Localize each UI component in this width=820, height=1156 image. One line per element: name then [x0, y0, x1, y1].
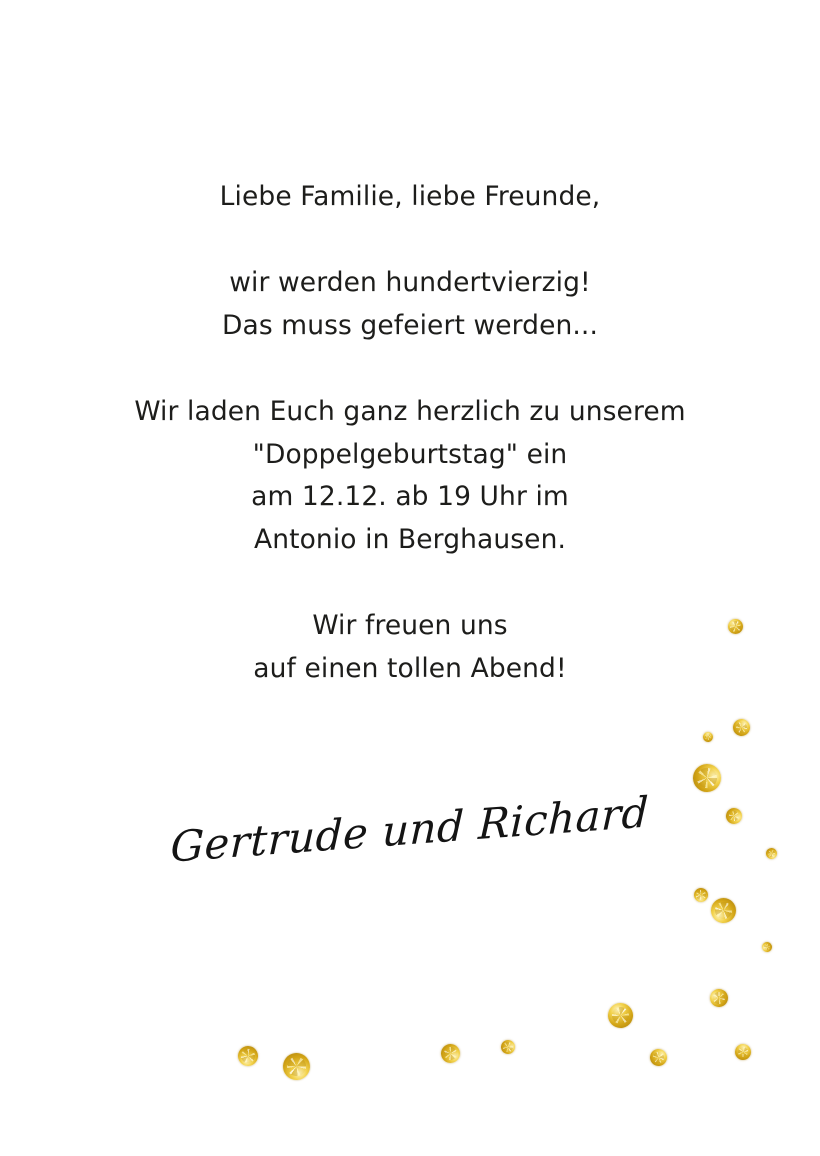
paragraph-greeting [0, 176, 820, 219]
confetti-gem-icon [701, 730, 715, 744]
text-line: Liebe Familie, liebe Freunde, [219, 181, 601, 212]
confetti-gem-icon [649, 1048, 668, 1067]
text-line: am 12.12. ab 19 Uhr im [251, 481, 569, 513]
confetti-gem-icon [438, 1041, 463, 1066]
invitation-body [0, 176, 820, 691]
text-line: Wir laden Euch ganz herzlich zu unserem [134, 395, 686, 427]
confetti-gem-icon [731, 717, 752, 738]
confetti-gem-icon [709, 896, 738, 925]
text-line: Das muss gefeiert werden... [222, 309, 598, 341]
text-line: wir werden hundertvierzig! [229, 266, 591, 298]
confetti-gem-icon [606, 1001, 635, 1030]
confetti-gem-icon [766, 848, 778, 860]
signature-text: Gertrude und Richard [170, 787, 650, 872]
text-line: Wir freuen uns [312, 610, 508, 642]
signature [0, 775, 820, 884]
confetti-gem-icon [707, 986, 731, 1010]
confetti-gem-icon [234, 1042, 262, 1070]
paragraph-occasion [0, 262, 820, 348]
confetti-gem-icon [280, 1050, 313, 1083]
paragraph-details [0, 391, 820, 563]
confetti-gem-icon [732, 1041, 755, 1064]
confetti-gem-icon [691, 885, 711, 905]
paragraph-closing [0, 605, 820, 691]
confetti-gem-icon [498, 1037, 517, 1056]
text-line: "Doppelgeburtstag" ein [252, 438, 568, 470]
confetti-gem-icon [760, 940, 773, 953]
text-line: auf einen tollen Abend! [253, 653, 567, 685]
text-line: Antonio in Berghausen. [254, 524, 566, 556]
